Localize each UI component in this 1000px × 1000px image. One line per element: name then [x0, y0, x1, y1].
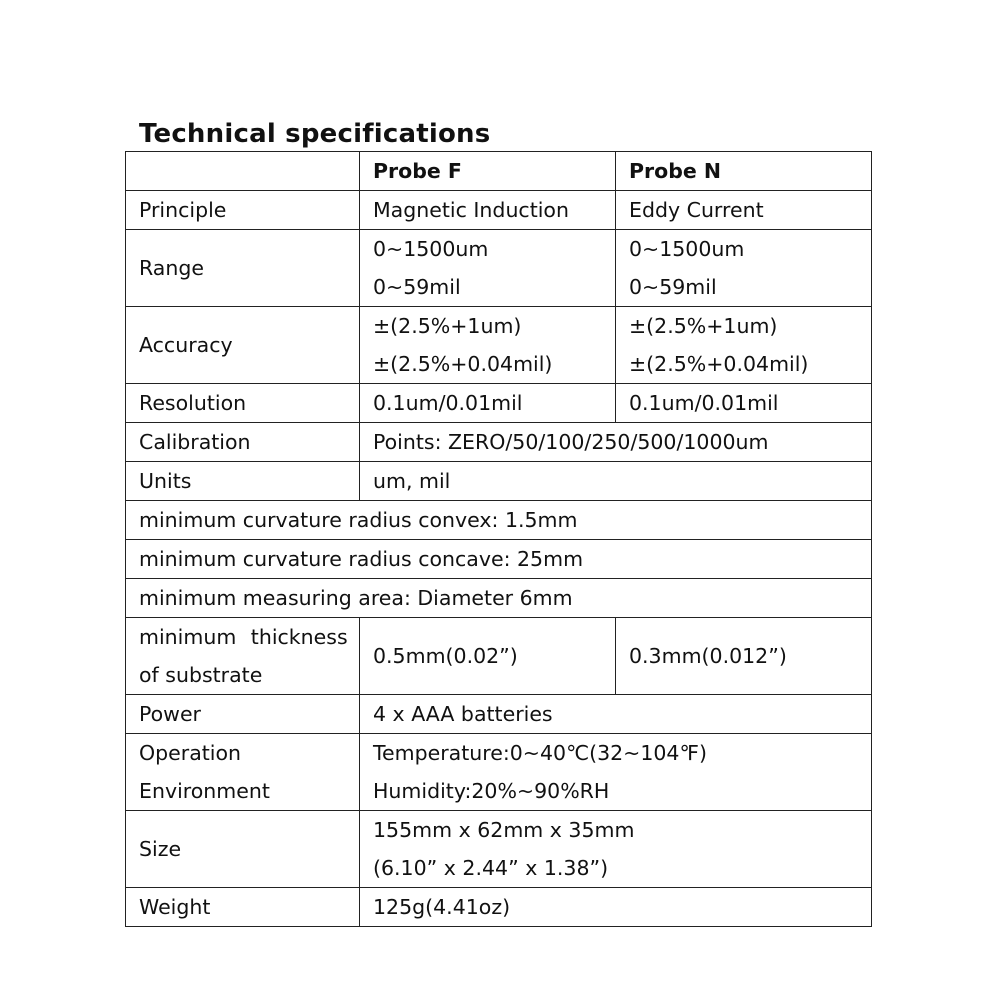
range-label: Range	[126, 230, 360, 307]
substrate-probe-n: 0.3mm(0.012”)	[616, 618, 872, 695]
resolution-label: Resolution	[126, 384, 360, 423]
table-row-measuring-area	[126, 579, 872, 618]
environment-temperature: Temperature:0~40℃(32~104℉)	[373, 741, 707, 765]
measuring-area-text: minimum measuring area: Diameter 6mm	[126, 579, 872, 618]
size-imperial: (6.10” x 2.44” x 1.38”)	[373, 856, 609, 880]
calibration-value: Points: ZERO/50/100/250/500/1000um	[360, 423, 872, 462]
substrate-label	[126, 618, 360, 695]
size-label: Size	[126, 811, 360, 888]
calibration-label: Calibration	[126, 423, 360, 462]
table-row-resolution	[126, 384, 872, 423]
spec-table	[125, 151, 872, 927]
resolution-probe-n: 0.1um/0.01mil	[616, 384, 872, 423]
table-row-convex	[126, 501, 872, 540]
accuracy-f-um: ±(2.5%+1um)	[373, 314, 522, 338]
header-blank-cell	[126, 152, 360, 191]
table-row-size	[126, 811, 872, 888]
environment-label-line1: Operation	[139, 741, 242, 765]
substrate-probe-f: 0.5mm(0.02”)	[360, 618, 616, 695]
page-title: Technical specifications	[139, 119, 491, 149]
accuracy-n-um: ±(2.5%+1um)	[629, 314, 778, 338]
range-probe-f	[360, 230, 616, 307]
range-n-um: 0~1500um	[629, 237, 745, 261]
header-probe-f: Probe F	[360, 152, 616, 191]
weight-label: Weight	[126, 888, 360, 927]
power-label: Power	[126, 695, 360, 734]
convex-radius-text: minimum curvature radius convex: 1.5mm	[126, 501, 872, 540]
weight-value: 125g(4.41oz)	[360, 888, 872, 927]
environment-label	[126, 734, 360, 811]
table-row-environment	[126, 734, 872, 811]
power-value: 4 x AAA batteries	[360, 695, 872, 734]
units-value: um, mil	[360, 462, 872, 501]
range-n-mil: 0~59mil	[629, 275, 717, 299]
table-row-principle	[126, 191, 872, 230]
units-label: Units	[126, 462, 360, 501]
concave-radius-text: minimum curvature radius concave: 25mm	[126, 540, 872, 579]
principle-label: Principle	[126, 191, 360, 230]
principle-probe-n: Eddy Current	[616, 191, 872, 230]
table-row-substrate	[126, 618, 872, 695]
accuracy-label: Accuracy	[126, 307, 360, 384]
substrate-label-line2: of substrate	[139, 663, 263, 687]
size-metric: 155mm x 62mm x 35mm	[373, 818, 635, 842]
range-f-mil: 0~59mil	[373, 275, 461, 299]
accuracy-probe-f	[360, 307, 616, 384]
accuracy-f-mil: ±(2.5%+0.04mil)	[373, 352, 553, 376]
range-probe-n	[616, 230, 872, 307]
substrate-label-line1: minimum thickness	[139, 625, 348, 649]
resolution-probe-f: 0.1um/0.01mil	[360, 384, 616, 423]
table-row-weight	[126, 888, 872, 927]
principle-probe-f: Magnetic Induction	[360, 191, 616, 230]
environment-value	[360, 734, 872, 811]
table-row-accuracy	[126, 307, 872, 384]
header-probe-n: Probe N	[616, 152, 872, 191]
accuracy-n-mil: ±(2.5%+0.04mil)	[629, 352, 809, 376]
table-row-concave	[126, 540, 872, 579]
table-row-range	[126, 230, 872, 307]
table-row-calibration	[126, 423, 872, 462]
accuracy-probe-n	[616, 307, 872, 384]
table-header-row	[126, 152, 872, 191]
environment-humidity: Humidity:20%~90%RH	[373, 779, 610, 803]
environment-label-line2: Environment	[139, 779, 270, 803]
size-value	[360, 811, 872, 888]
table-row-power	[126, 695, 872, 734]
range-f-um: 0~1500um	[373, 237, 489, 261]
table-row-units	[126, 462, 872, 501]
